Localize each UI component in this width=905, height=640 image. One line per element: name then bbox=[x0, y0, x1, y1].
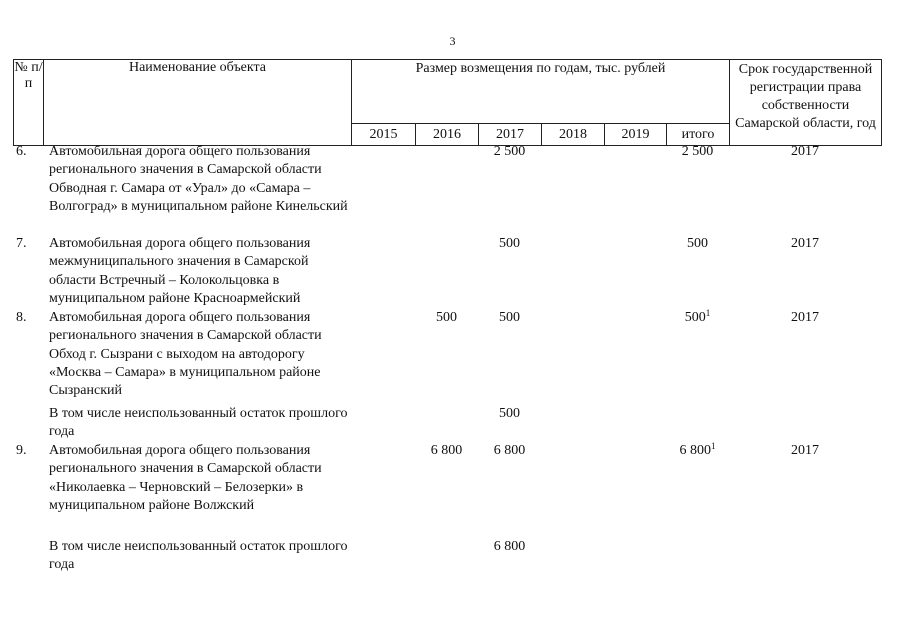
value-2017: 500 bbox=[499, 406, 520, 421]
row-number bbox=[13, 538, 43, 578]
header-amount: Размер возмещения по годам, тыс. рублей bbox=[352, 60, 730, 124]
value-total: 500 bbox=[687, 236, 708, 251]
term-year: 2017 bbox=[791, 144, 819, 159]
object-name: Автомобильная дорога общего пользования межмуниципального значения в Самарской области Встречный – Колокольцовка в муниципальном районе Красноармейский bbox=[49, 236, 311, 306]
table-row bbox=[13, 143, 881, 235]
value-total: $500^1$ bbox=[684, 308, 711, 325]
value-2017: 2 500 bbox=[493, 144, 526, 159]
value-2019 bbox=[604, 442, 666, 538]
object-name: В том числе неиспользованный остаток прошлого года bbox=[49, 539, 348, 573]
value-2017: 6 800 bbox=[493, 539, 526, 554]
value-2018 bbox=[541, 143, 604, 235]
row-number: 6. bbox=[16, 144, 27, 159]
value-2015 bbox=[351, 143, 415, 235]
term-year bbox=[729, 538, 881, 578]
value-total bbox=[666, 538, 729, 578]
row-number: 8. bbox=[16, 310, 27, 325]
header-year: 2018 bbox=[542, 124, 605, 146]
header-term: Срок государственной регистрации права собственности Самарской области, год bbox=[730, 60, 882, 146]
value-2015 bbox=[351, 235, 415, 309]
object-name: Автомобильная дорога общего пользования регионального значения в Самарской области «Николаевка – Черновский – Белозерки» в муниципальном районе Волжский bbox=[49, 443, 322, 513]
term-year: 2017 bbox=[791, 236, 819, 251]
value-2019 bbox=[604, 143, 666, 235]
value-2018 bbox=[541, 538, 604, 578]
value-2018 bbox=[541, 309, 604, 405]
table-row bbox=[13, 405, 881, 442]
table-row bbox=[13, 442, 881, 538]
value-total: 2 500 bbox=[681, 144, 714, 159]
object-name: В том числе неиспользованный остаток прошлого года bbox=[49, 406, 348, 440]
term-year: 2017 bbox=[791, 443, 819, 458]
object-name: Автомобильная дорога общего пользования регионального значения в Самарской области Обводная г. Самара от «Урал» до «Самара – Волгоград» в муниципальном районе Кинельский bbox=[49, 144, 348, 214]
value-2016 bbox=[415, 235, 478, 309]
page-number: 3 bbox=[449, 34, 456, 48]
value-2017: 500 bbox=[499, 236, 520, 251]
object-name: Автомобильная дорога общего пользования регионального значения в Самарской области Обход г. Сызрани с выходом на автодорогу «Москва – Самара» в муниципальном районе Сызранский bbox=[49, 310, 322, 399]
value-2019 bbox=[604, 405, 666, 442]
row-number: 7. bbox=[16, 236, 27, 251]
footnote-mark: 1 bbox=[705, 308, 711, 318]
header-year: 2015 bbox=[352, 124, 416, 146]
value-2019 bbox=[604, 235, 666, 309]
table-header bbox=[13, 59, 882, 146]
row-number: 9. bbox=[16, 443, 27, 458]
footnote-mark: 1 bbox=[711, 441, 716, 451]
value-2018 bbox=[541, 405, 604, 442]
value-2016 bbox=[415, 143, 478, 235]
header-num: № п/п bbox=[14, 60, 44, 146]
value-2016 bbox=[415, 538, 478, 578]
value-2018 bbox=[541, 442, 604, 538]
header-year: 2017 bbox=[479, 124, 542, 146]
value-2016 bbox=[415, 405, 478, 442]
value-2016: 500 bbox=[436, 310, 457, 325]
value-2019 bbox=[604, 309, 666, 405]
header-total: итого bbox=[667, 124, 730, 146]
value-2017: 500 bbox=[499, 310, 520, 325]
table-row bbox=[13, 309, 881, 405]
value-2015 bbox=[351, 442, 415, 538]
value-2019 bbox=[604, 538, 666, 578]
value-total: 6 $800^1$ bbox=[679, 441, 716, 458]
header-year: 2016 bbox=[416, 124, 479, 146]
header-year: 2019 bbox=[605, 124, 667, 146]
value-2015 bbox=[351, 405, 415, 442]
value-2017: 6 800 bbox=[493, 443, 526, 458]
value-2015 bbox=[351, 309, 415, 405]
header-name: Наименование объекта bbox=[44, 60, 352, 146]
value-total bbox=[666, 405, 729, 442]
value-2015 bbox=[351, 538, 415, 578]
value-2016: 6 800 bbox=[430, 443, 463, 458]
row-number bbox=[13, 405, 43, 442]
term-year bbox=[729, 405, 881, 442]
table-row bbox=[13, 538, 881, 578]
value-2018 bbox=[541, 235, 604, 309]
term-year: 2017 bbox=[791, 310, 819, 325]
table-body bbox=[13, 143, 881, 578]
table-row bbox=[13, 235, 881, 309]
